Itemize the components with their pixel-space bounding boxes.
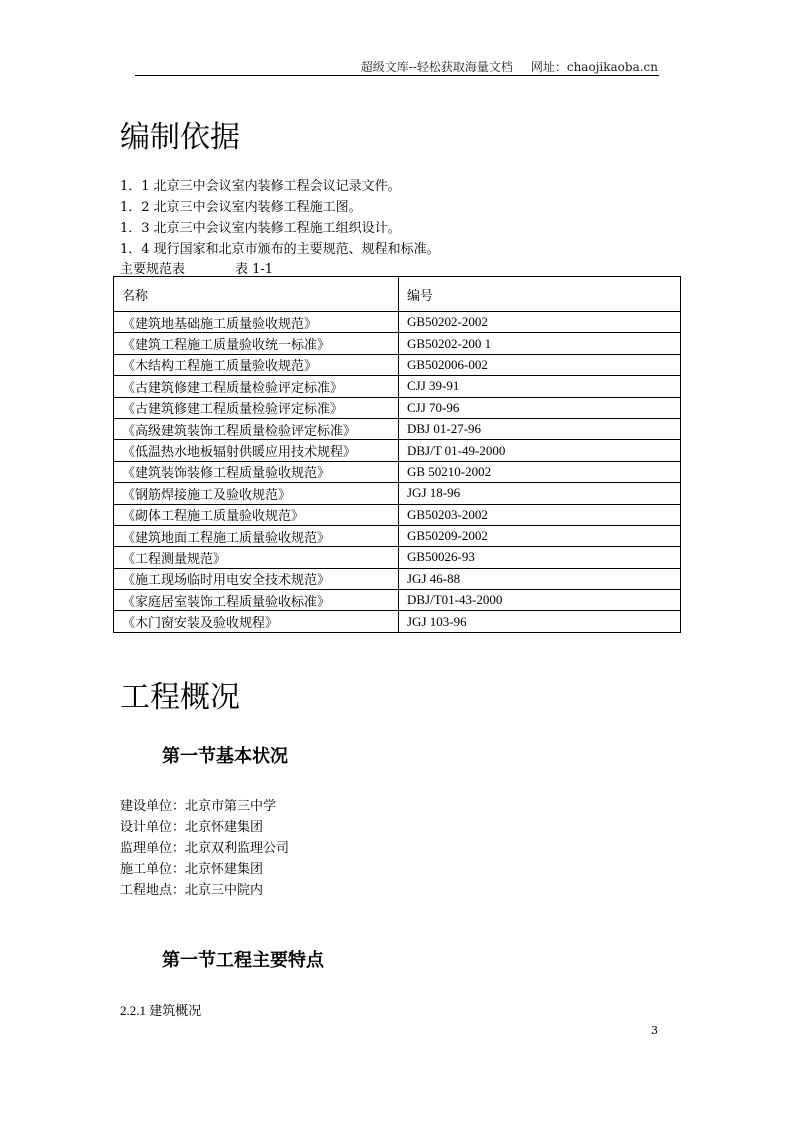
- basis-item: 1．3 北京三中会议室内装修工程施工组织设计。: [120, 221, 401, 236]
- standard-name: 《钢筋焊接施工及验收规范》: [114, 483, 399, 504]
- header-site: 超级文库--轻松获取海量文档: [360, 60, 513, 74]
- table-row: [114, 547, 681, 568]
- standard-code: GB50203-2002: [399, 504, 681, 525]
- standard-name: 《工程测量规范》: [114, 547, 399, 568]
- subsubsection-title: 2.2.1 建筑概况: [120, 1003, 202, 1018]
- standard-name: 《施工现场临时用电安全技术规范》: [114, 568, 399, 589]
- table-row: [114, 461, 681, 482]
- standard-name: 《高级建筑装饰工程质量检验评定标准》: [114, 418, 399, 439]
- table-row: [114, 418, 681, 439]
- header-cell: 编号: [399, 277, 681, 312]
- header-url: 网址：chaojikaoba.cn: [530, 60, 658, 74]
- standard-code: CJJ 70-96: [399, 397, 681, 418]
- standard-name: 《木门窗安装及验收规程》: [114, 611, 399, 632]
- standard-code: DBJ/T01-43-2000: [399, 590, 681, 611]
- table-row: [114, 611, 681, 632]
- page-header: [343, 58, 658, 75]
- table-row: [114, 568, 681, 589]
- table-row: [114, 440, 681, 461]
- caption-text: 主要规范表: [120, 262, 186, 277]
- table-row: [114, 312, 681, 333]
- standard-name: 《古建筑修建工程质量检验评定标准》: [114, 376, 399, 397]
- basis-item: 1．4 现行国家和北京市颁布的主要规范、规程和标准。: [120, 242, 440, 257]
- table-row: [114, 376, 681, 397]
- basis-item: 1．2 北京三中会议室内装修工程施工图。: [120, 200, 362, 215]
- info-line: 工程地点：北京三中院内: [120, 883, 264, 898]
- subsection-title: 第一节工程主要特点: [162, 950, 324, 971]
- standard-name: 《建筑装饰装修工程质量验收规范》: [114, 461, 399, 482]
- standard-code: GB502006-002: [399, 354, 681, 375]
- header-rule: [135, 75, 659, 76]
- standard-code: GB50202-2002: [399, 312, 681, 333]
- table-row: [114, 397, 681, 418]
- standard-code: GB50026-93: [399, 547, 681, 568]
- standard-code: CJJ 39-91: [399, 376, 681, 397]
- standard-name: 《低温热水地板辐射供暖应用技术规程》: [114, 440, 399, 461]
- table-header-row: [114, 277, 681, 312]
- basis-item: 1．1 北京三中会议室内装修工程会议记录文件。: [120, 179, 401, 194]
- info-line: 施工单位：北京怀建集团: [120, 862, 264, 877]
- standard-name: 《古建筑修建工程质量检验评定标准》: [114, 397, 399, 418]
- header-cell: 名称: [114, 277, 399, 312]
- standard-code: GB50209-2002: [399, 525, 681, 546]
- table-row: [114, 525, 681, 546]
- standard-code: GB50202-200 1: [399, 333, 681, 354]
- standard-code: JGJ 46-88: [399, 568, 681, 589]
- caption-number: 表 1-1: [235, 262, 274, 277]
- standard-name: 《家庭居室装饰工程质量验收标准》: [114, 590, 399, 611]
- standard-code: GB 50210-2002: [399, 461, 681, 482]
- subsection-title: 第一节基本状况: [162, 746, 288, 767]
- table-row: [114, 333, 681, 354]
- section-title-overview: 工程概况: [120, 680, 240, 715]
- info-line: 建设单位：北京市第三中学: [120, 799, 277, 814]
- standard-code: JGJ 18-96: [399, 483, 681, 504]
- standard-name: 《木结构工程施工质量验收规范》: [114, 354, 399, 375]
- standard-name: 《建筑地面工程施工质量验收规范》: [114, 525, 399, 546]
- page-number: 3: [651, 1024, 658, 1037]
- table-caption: [120, 258, 273, 277]
- info-line: 设计单位：北京怀建集团: [120, 820, 264, 835]
- standards-table: [113, 276, 681, 633]
- table-row: [114, 483, 681, 504]
- table-row: [114, 354, 681, 375]
- standard-code: DBJ 01-27-96: [399, 418, 681, 439]
- table-row: [114, 590, 681, 611]
- standard-code: DBJ/T 01-49-2000: [399, 440, 681, 461]
- info-line: 监理单位：北京双利监理公司: [120, 841, 290, 856]
- section-title-basis: 编制依据: [120, 120, 240, 155]
- standard-code: JGJ 103-96: [399, 611, 681, 632]
- table-row: [114, 504, 681, 525]
- standard-name: 《建筑工程施工质量验收统一标准》: [114, 333, 399, 354]
- standard-name: 《建筑地基础施工质量验收规范》: [114, 312, 399, 333]
- standard-name: 《砌体工程施工质量验收规范》: [114, 504, 399, 525]
